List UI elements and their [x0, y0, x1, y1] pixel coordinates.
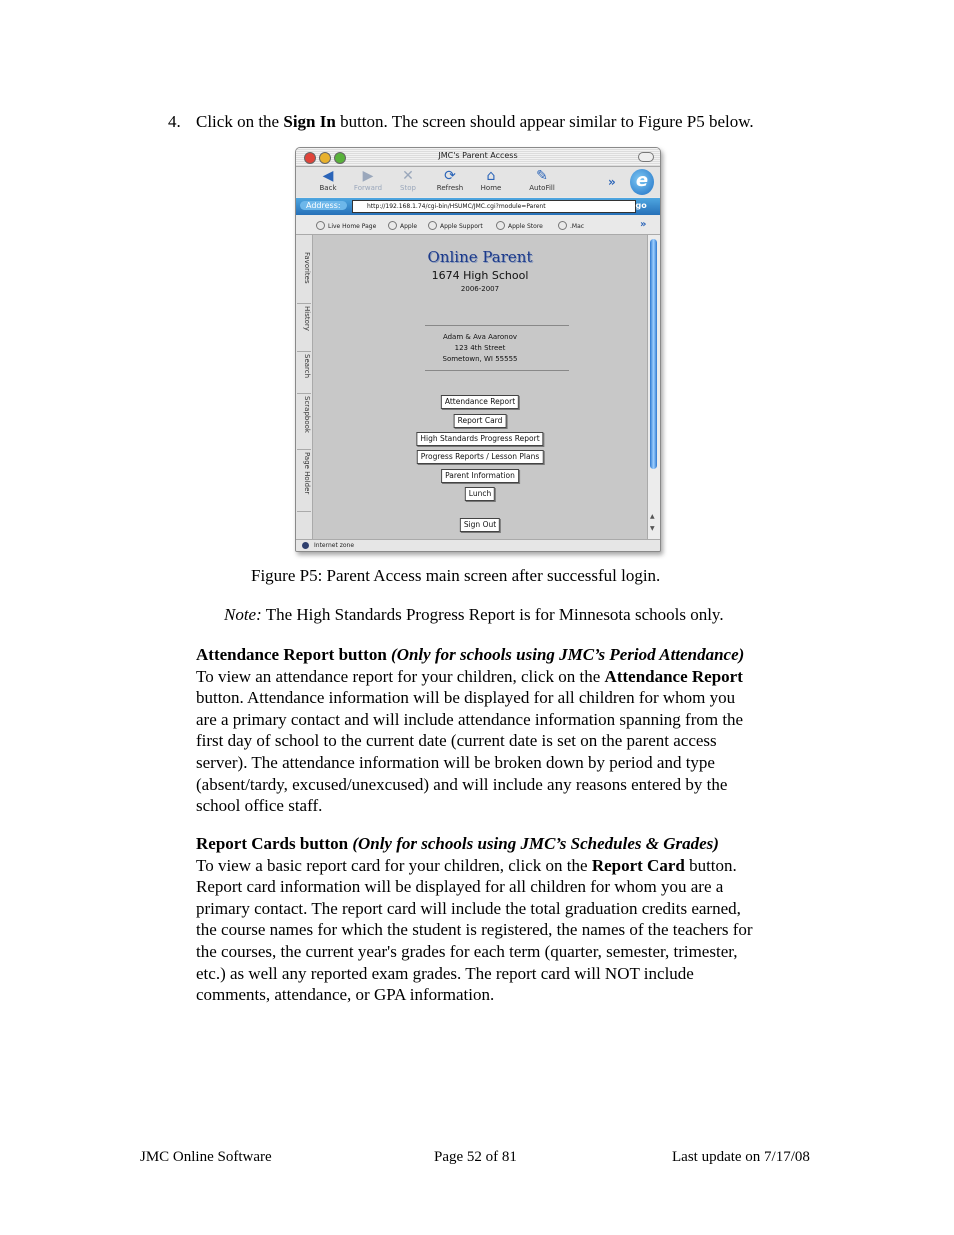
home-icon: ⌂ [486, 168, 496, 184]
body-line: etc.) as well any reported exam grades. The report card will NOT include [196, 963, 694, 983]
toolbar-toggle-icon[interactable] [638, 152, 654, 162]
note-text: The High Standards Progress Report is for Minnesota schools only. [261, 605, 724, 624]
note-label: Note: [224, 605, 262, 624]
back-arrow-icon: ◀ [322, 168, 334, 184]
high-standards-progress-report-button[interactable]: High Standards Progress Report [416, 432, 543, 446]
step-text-bold: Sign In [283, 112, 336, 131]
divider [425, 325, 569, 326]
status-text: Internet zone [314, 542, 355, 549]
favorites-overflow-chevron-icon[interactable]: » [640, 219, 647, 230]
vertical-scrollbar[interactable] [647, 235, 660, 539]
globe-icon [316, 221, 325, 230]
body-line: button. Attendance information will be displayed for all children for whom you [196, 688, 736, 708]
globe-icon [558, 221, 567, 230]
title-bar [296, 148, 660, 167]
side-tab-search[interactable]: Search [297, 351, 311, 394]
body-line: first day of school to the current date (current date is set on the parent access [196, 731, 717, 751]
divider [425, 370, 569, 371]
autofill-button[interactable]: ✎ AutoFill [522, 168, 562, 192]
internet-explorer-logo-icon: e [630, 169, 654, 195]
go-button[interactable]: ❯ go [626, 201, 647, 210]
address-line: Adam & Ava Aaronov [442, 333, 518, 341]
school-name: 1674 High School [431, 269, 529, 282]
globe-icon [428, 221, 437, 230]
body-line: To view a basic report card for your children, click on the Report Card button. [196, 855, 737, 875]
side-tab-page-holder[interactable]: Page Holder [297, 449, 311, 512]
section-heading: Report Cards button (Only for schools using JMC’s Schedules & Grades) [196, 834, 719, 853]
favorite-link[interactable]: Apple [388, 221, 417, 230]
body-line: the course names for which the student is registered, the names of the teachers for [196, 920, 753, 940]
footer-last-update: Last update on 7/17/08 [672, 1149, 810, 1165]
body-line: primary contact. The report card will include the total graduation credits earned, [196, 898, 741, 918]
section-heading: Attendance Report button (Only for schools using JMC’s Period Attendance) [196, 645, 745, 664]
favorite-link[interactable]: .Mac [558, 221, 584, 230]
step-number: 4. [168, 112, 181, 131]
address-label: Address: [300, 201, 347, 210]
step-4 [168, 112, 754, 132]
back-button[interactable]: ◀ Back [308, 168, 348, 192]
page-content [313, 235, 647, 539]
favorite-link[interactable]: Apple Store [496, 221, 543, 230]
explorer-side-tabs [296, 235, 313, 539]
internet-zone-icon [302, 542, 309, 549]
figure-caption: Figure P5: Parent Access main screen after successful login. [251, 566, 661, 585]
body-line: the courses, the current year's grades for each term (quarter, semester, trimester, [196, 941, 738, 961]
step-text-post: button. The screen should appear similar to Figure P5 below. [335, 112, 754, 131]
browser-window-figure [295, 147, 661, 552]
body-line: (absent/tardy, excused/unexcused) and will include any reasons entered by the [196, 774, 728, 794]
progress-reports-lesson-plans-button[interactable]: Progress Reports / Lesson Plans [417, 450, 544, 464]
body-line: school office staff. [196, 796, 323, 816]
scroll-up-arrow-icon[interactable]: ▲ [650, 513, 655, 520]
side-tab-scrapbook[interactable]: Scrapbook [297, 393, 311, 450]
address-input[interactable]: http://192.168.1.74/cgi-bin/HSUMC/JMC.cgi?module=Parent [352, 200, 636, 213]
school-year: 2006-2007 [460, 285, 500, 293]
address-line: 123 4th Street [454, 344, 506, 352]
parent-address [313, 332, 647, 365]
autofill-pen-icon: ✎ [536, 168, 548, 184]
parent-information-button[interactable]: Parent Information [441, 469, 519, 483]
body-line: To view an attendance report for your children, click on the Attendance Report [196, 666, 743, 686]
attendance-report-button[interactable]: Attendance Report [441, 395, 519, 409]
side-tab-favorites[interactable]: Favorites [297, 249, 311, 304]
favorite-link[interactable]: Apple Support [428, 221, 483, 230]
refresh-icon: ⟳ [444, 168, 456, 184]
stop-button[interactable]: ✕ Stop [388, 168, 428, 192]
status-bar [296, 539, 660, 552]
lunch-button[interactable]: Lunch [465, 487, 495, 501]
report-card-button[interactable]: Report Card [454, 414, 507, 428]
home-button[interactable]: ⌂ Home [471, 168, 511, 192]
note [224, 605, 724, 625]
globe-icon [496, 221, 505, 230]
attendance-report-section [196, 644, 814, 817]
body-line: Report card information will be displayed for all children for whom you are a [196, 877, 724, 897]
footer-page-number: Page 52 of 81 [434, 1149, 517, 1165]
sign-out-button[interactable]: Sign Out [460, 518, 500, 532]
body-line: server). The attendance information will be broken down by period and type [196, 752, 715, 772]
scroll-thumb[interactable] [650, 239, 657, 469]
globe-icon [388, 221, 397, 230]
body-line: comments, attendance, or GPA information. [196, 985, 495, 1005]
forward-arrow-icon: ▶ [362, 168, 374, 184]
portal-title: Online Parent [427, 248, 533, 266]
scroll-down-arrow-icon[interactable]: ▼ [650, 525, 655, 532]
address-bar [296, 198, 660, 215]
footer-left: JMC Online Software [140, 1149, 272, 1165]
stop-x-icon: ✕ [402, 168, 414, 184]
favorite-link[interactable]: Live Home Page [316, 221, 376, 230]
step-text-pre: Click on the [196, 112, 284, 131]
toolbar-overflow-chevron-icon[interactable]: » [608, 175, 616, 189]
favorites-bar [296, 216, 660, 235]
refresh-button[interactable]: ⟳ Refresh [430, 168, 470, 192]
side-tab-history[interactable]: History [297, 303, 311, 352]
forward-button[interactable]: ▶ Forward [348, 168, 388, 192]
browser-toolbar [296, 167, 660, 197]
window-title: JMC's Parent Access [438, 151, 518, 160]
body-line: are a primary contact and will include attendance information spanning from the [196, 709, 744, 729]
report-cards-section [196, 833, 814, 1006]
address-line: Sometown, WI 55555 [442, 355, 518, 363]
